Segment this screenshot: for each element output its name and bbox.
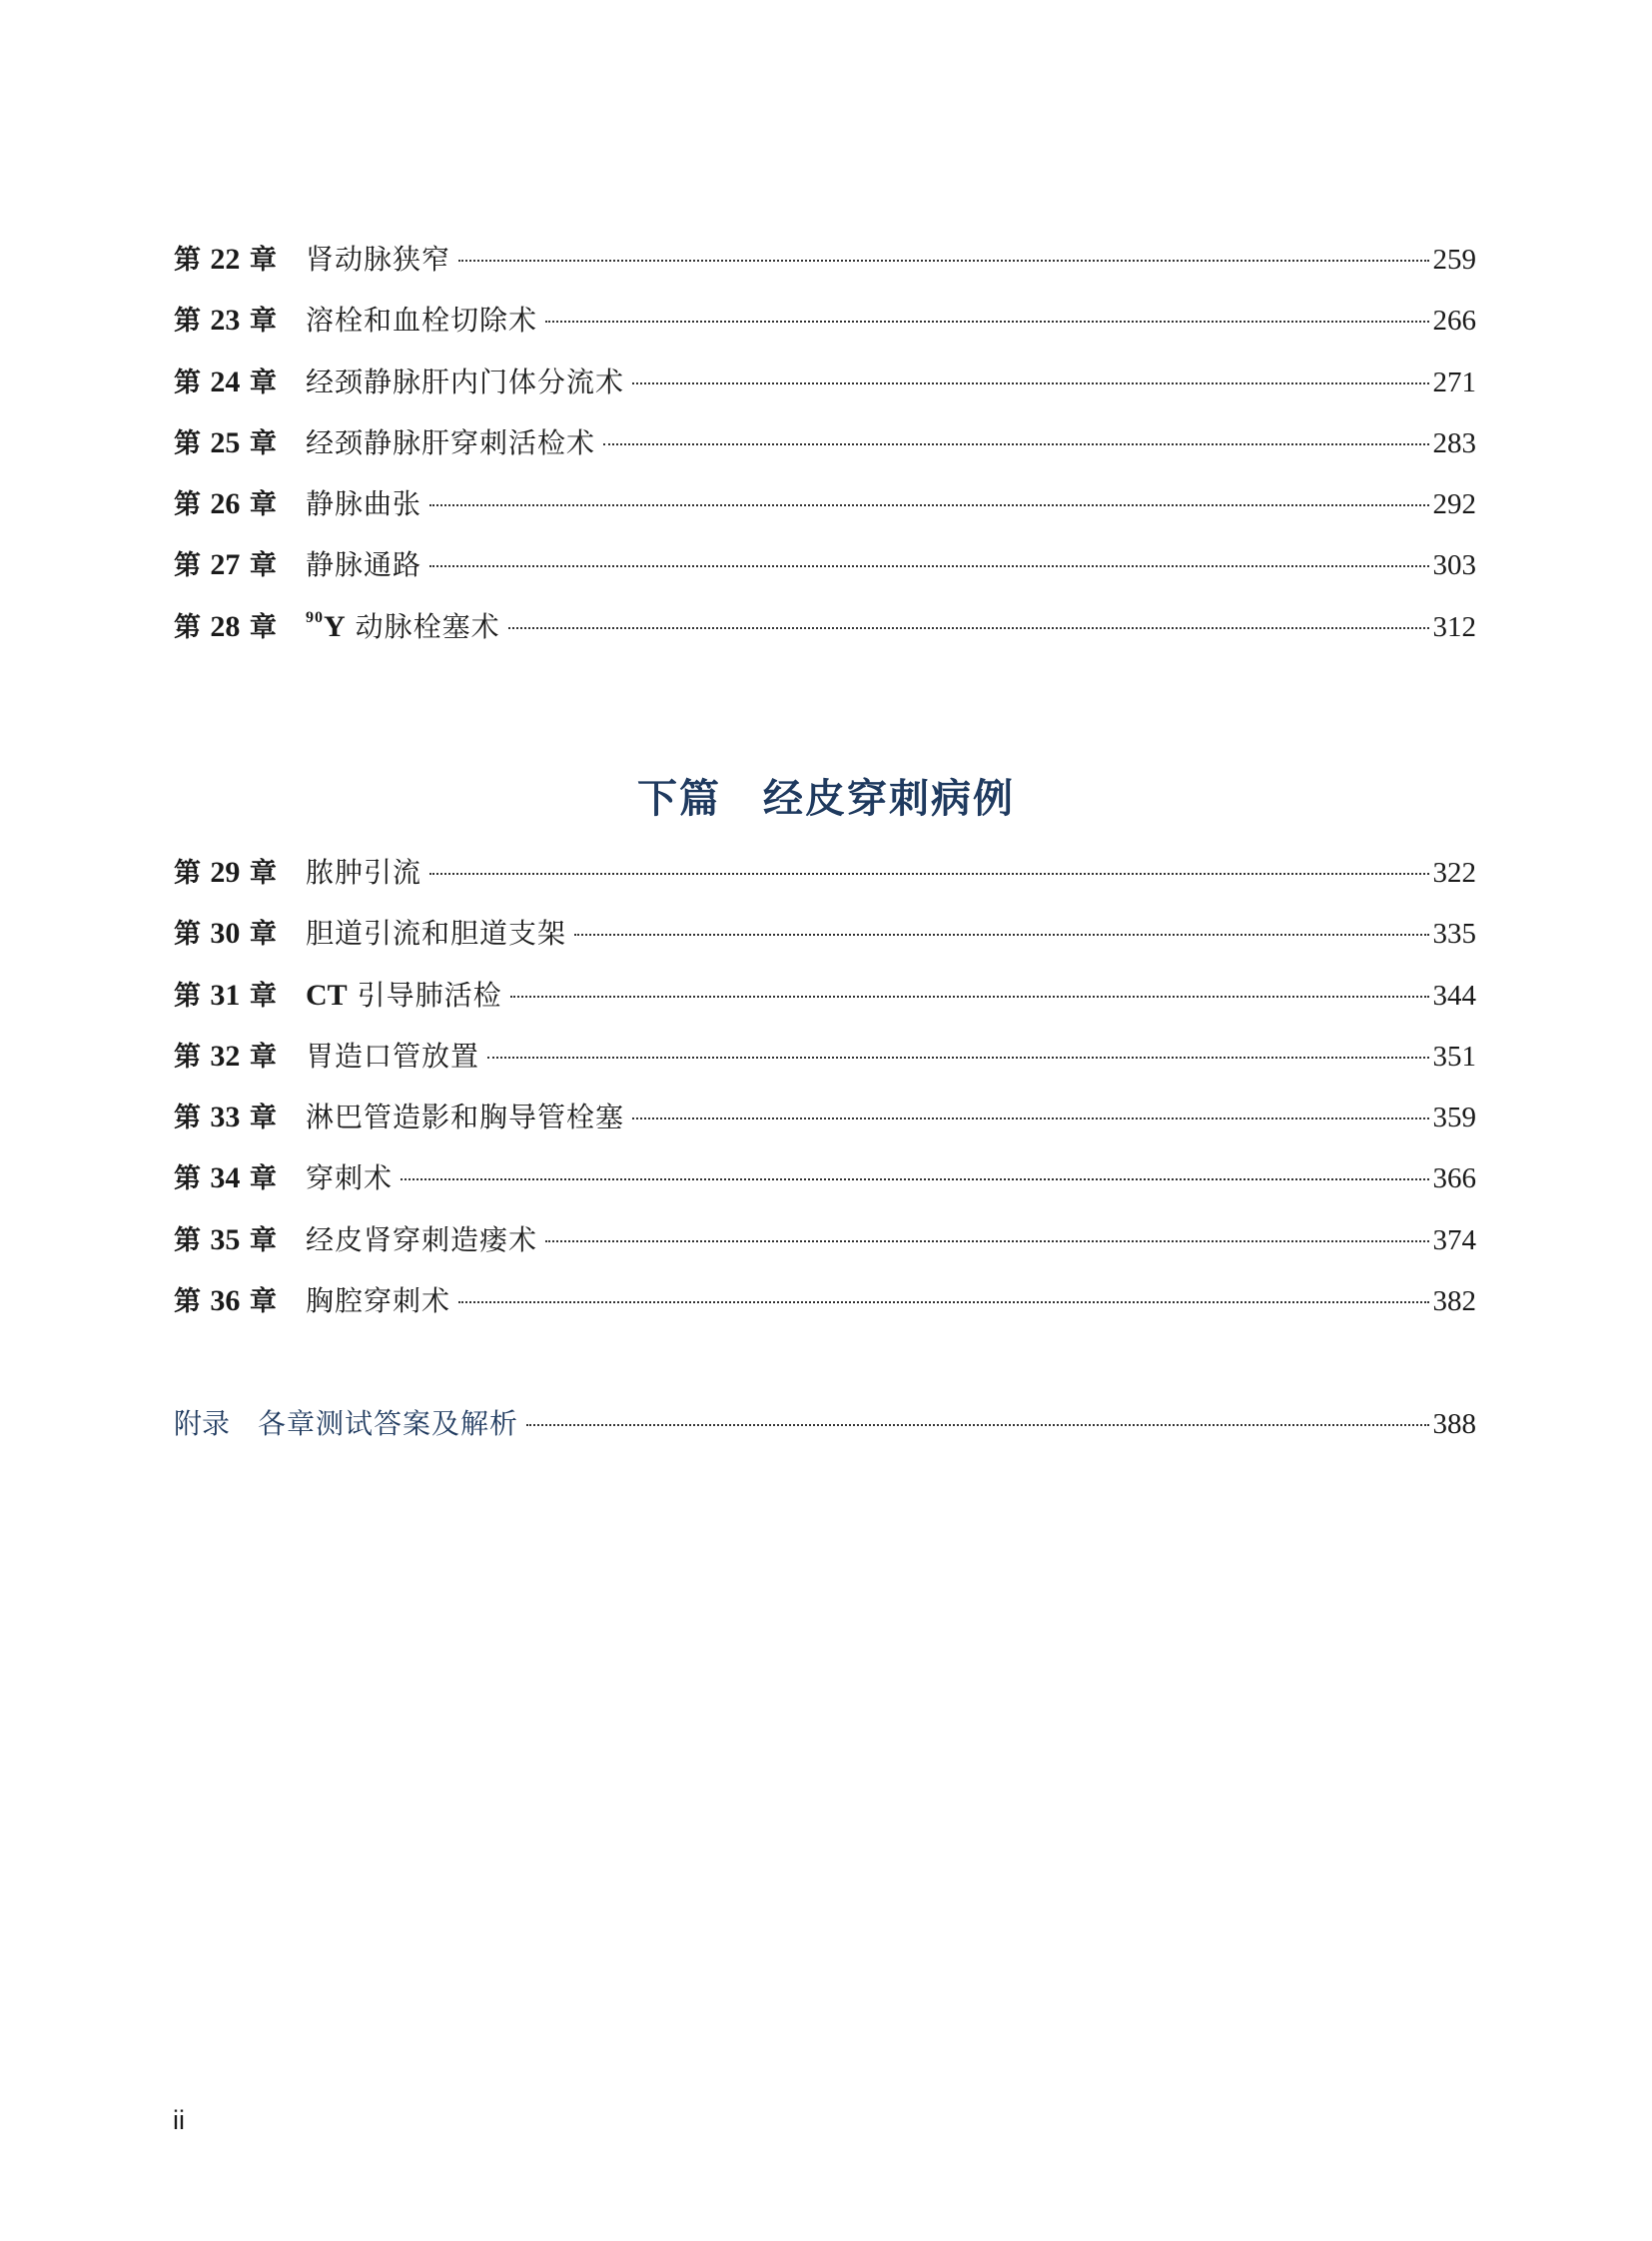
toc-row-chapter-28[interactable] (174, 609, 1476, 670)
title-text: 静脉曲张 (306, 487, 422, 521)
title-text: 肾动脉狭窄 (306, 243, 451, 276)
chapter-page: 259 (1432, 244, 1476, 276)
appendix-entry (174, 1406, 1476, 1467)
toc-row-chapter-25[interactable] (174, 425, 1476, 486)
toc-row-chapter-24[interactable] (174, 365, 1476, 425)
chapter-number (174, 303, 306, 340)
chapter-number (174, 1160, 306, 1197)
chapter-prefix: 第 (174, 367, 201, 398)
chapter-num: 35 (210, 1222, 241, 1256)
chapter-num: 25 (210, 425, 241, 459)
chapter-prefix: 第 (174, 858, 201, 889)
chapter-num: 22 (210, 243, 241, 276)
dot-leader (458, 1301, 1428, 1303)
chapter-title (306, 1222, 537, 1258)
title-latin: CT (306, 978, 348, 1012)
toc-row-chapter-22[interactable] (174, 242, 1476, 303)
chapter-number (174, 916, 306, 953)
chapter-prefix: 第 (174, 611, 201, 643)
title-latin: Y (324, 609, 346, 643)
dot-leader (545, 1240, 1428, 1242)
chapter-prefix: 第 (174, 1163, 201, 1195)
chapter-number (174, 1100, 306, 1136)
chapter-suffix: 章 (249, 245, 277, 276)
chapter-title (306, 486, 421, 522)
dot-leader (487, 1057, 1428, 1059)
toc-row-appendix[interactable] (174, 1406, 1476, 1467)
chapter-num: 24 (210, 365, 241, 398)
chapter-page: 374 (1432, 1223, 1476, 1256)
chapter-page: 312 (1432, 610, 1476, 643)
chapter-suffix: 章 (249, 427, 277, 459)
toc-row-chapter-29[interactable] (174, 855, 1476, 916)
chapter-suffix: 章 (249, 306, 277, 338)
chapter-number (174, 1039, 306, 1076)
dot-leader (508, 627, 1429, 629)
title-text: 动脉栓塞术 (345, 609, 500, 643)
toc-row-chapter-34[interactable] (174, 1160, 1476, 1221)
dot-leader (526, 1424, 1428, 1426)
chapter-page: 335 (1432, 918, 1476, 951)
chapter-title (306, 1160, 393, 1196)
chapter-num: 30 (210, 917, 241, 951)
dot-leader (632, 382, 1428, 384)
dot-leader (603, 443, 1428, 445)
chapter-suffix: 章 (249, 1286, 277, 1318)
toc-row-chapter-36[interactable] (174, 1283, 1476, 1344)
chapter-title (306, 916, 566, 952)
chapter-prefix: 第 (174, 1224, 201, 1256)
chapter-prefix: 第 (174, 245, 201, 276)
chapter-prefix: 第 (174, 427, 201, 459)
title-text: 胆道引流和胆道支架 (306, 917, 567, 951)
dot-leader (545, 321, 1428, 323)
title-text: 静脉通路 (306, 548, 422, 582)
chapter-page: 266 (1432, 305, 1476, 338)
toc-row-chapter-26[interactable] (174, 486, 1476, 547)
chapter-prefix: 第 (174, 980, 201, 1012)
title-superscript: 90 (306, 608, 324, 626)
dot-leader (429, 873, 1428, 875)
chapter-num: 26 (210, 487, 241, 521)
title-text: 淋巴管造影和胸导管栓塞 (306, 1101, 625, 1134)
chapter-suffix: 章 (249, 550, 277, 582)
section-heading: 下篇 经皮穿刺病例 (637, 776, 1015, 822)
chapter-number (174, 1222, 306, 1259)
chapter-prefix: 第 (174, 1286, 201, 1318)
chapter-title (306, 365, 624, 400)
chapter-title (306, 855, 421, 891)
chapter-suffix: 章 (249, 1163, 277, 1195)
chapter-title (306, 425, 595, 461)
title-text: 胸腔穿刺术 (306, 1284, 451, 1318)
chapter-suffix: 章 (249, 1041, 277, 1073)
chapter-num: 29 (210, 856, 241, 889)
chapter-number (174, 855, 306, 892)
chapter-num: 23 (210, 304, 241, 338)
title-text: 经颈静脉肝内门体分流术 (306, 365, 625, 398)
chapter-number (174, 978, 306, 1015)
chapter-page: 292 (1432, 488, 1476, 521)
chapter-suffix: 章 (249, 1103, 277, 1134)
page-number: ii (173, 2105, 185, 2135)
chapter-prefix: 第 (174, 1041, 201, 1073)
toc-row-chapter-30[interactable] (174, 916, 1476, 977)
chapter-title (306, 1039, 479, 1075)
appendix-page: 388 (1432, 1408, 1476, 1440)
chapter-suffix: 章 (249, 858, 277, 889)
chapter-number (174, 425, 306, 462)
appendix-label: 附录 (174, 1407, 231, 1440)
title-text: 溶栓和血栓切除术 (306, 304, 538, 338)
appendix-title: 各章测试答案及解析 (258, 1407, 519, 1440)
chapter-page: 351 (1432, 1040, 1476, 1073)
chapter-title (306, 242, 450, 278)
title-text: 经皮肾穿刺造瘘术 (306, 1222, 538, 1256)
title-text: 穿刺术 (306, 1161, 394, 1195)
chapter-prefix: 第 (174, 1103, 201, 1134)
toc-row-chapter-27[interactable] (174, 547, 1476, 608)
chapter-number (174, 1283, 306, 1320)
dot-leader (574, 934, 1428, 936)
title-text: 引导肺活检 (347, 978, 502, 1012)
chapter-prefix: 第 (174, 489, 201, 521)
dot-leader (401, 1178, 1428, 1180)
chapter-number (174, 242, 306, 279)
dot-leader (510, 996, 1429, 998)
chapter-suffix: 章 (249, 919, 277, 951)
chapter-suffix: 章 (249, 980, 277, 1012)
toc-row-chapter-31[interactable] (174, 978, 1476, 1039)
chapter-page: 359 (1432, 1102, 1476, 1134)
dot-leader (429, 565, 1428, 567)
chapter-page: 344 (1432, 979, 1476, 1012)
chapter-suffix: 章 (249, 489, 277, 521)
chapter-prefix: 第 (174, 550, 201, 582)
toc-list-bottom (174, 855, 1476, 1344)
toc-list-top (174, 242, 1476, 670)
chapter-num: 33 (210, 1101, 241, 1134)
chapter-num: 31 (210, 978, 241, 1012)
chapter-num: 27 (210, 548, 241, 582)
dot-leader (458, 260, 1428, 262)
chapter-title (306, 303, 537, 339)
chapter-num: 36 (210, 1284, 241, 1318)
chapter-title (306, 978, 502, 1014)
toc-row-chapter-33[interactable] (174, 1100, 1476, 1160)
toc-row-chapter-32[interactable] (174, 1039, 1476, 1100)
chapter-number (174, 609, 306, 646)
dot-leader (632, 1118, 1428, 1120)
chapter-title (306, 1283, 450, 1319)
chapter-number (174, 365, 306, 401)
chapter-title (306, 547, 421, 583)
title-text: 脓肿引流 (306, 856, 422, 889)
chapter-num: 32 (210, 1039, 241, 1073)
chapter-prefix: 第 (174, 919, 201, 951)
chapter-title (306, 609, 500, 645)
chapter-prefix: 第 (174, 306, 201, 338)
chapter-suffix: 章 (249, 1224, 277, 1256)
title-text: 经颈静脉肝穿刺活检术 (306, 425, 596, 459)
chapter-page: 283 (1432, 426, 1476, 459)
chapter-title (306, 1100, 624, 1135)
chapter-page: 366 (1432, 1162, 1476, 1195)
chapter-suffix: 章 (249, 611, 277, 643)
chapter-page: 303 (1432, 549, 1476, 582)
chapter-number (174, 547, 306, 584)
title-text: 胃造口管放置 (306, 1039, 480, 1073)
chapter-page: 322 (1432, 857, 1476, 889)
chapter-page: 382 (1432, 1285, 1476, 1318)
toc-row-chapter-35[interactable] (174, 1222, 1476, 1283)
chapter-suffix: 章 (249, 367, 277, 398)
chapter-number (174, 486, 306, 523)
toc-row-chapter-23[interactable] (174, 303, 1476, 364)
chapter-page: 271 (1432, 366, 1476, 398)
chapter-num: 34 (210, 1161, 241, 1195)
chapter-num: 28 (210, 609, 241, 643)
dot-leader (429, 504, 1428, 506)
